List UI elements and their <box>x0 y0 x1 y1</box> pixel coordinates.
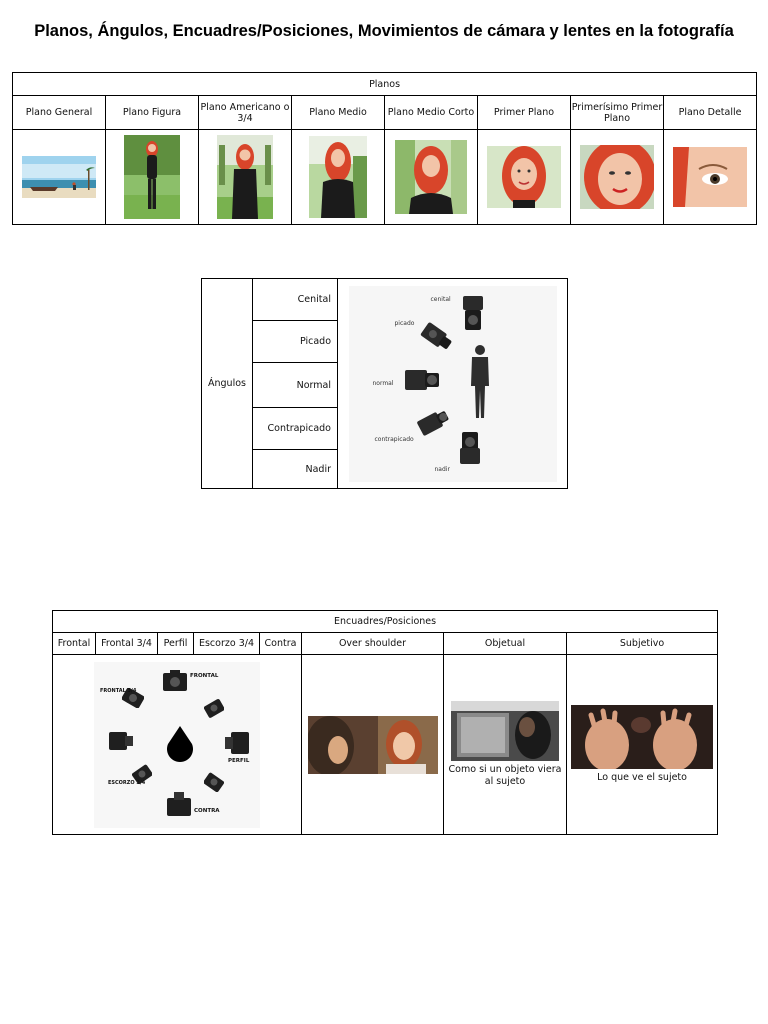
encuadre-escorzo-34: Escorzo 3/4 <box>194 633 260 655</box>
diagram-label-frontal: FRONTAL <box>190 672 219 679</box>
camera-icon-escorzo-34-right <box>204 698 224 718</box>
camera-icon-cenital <box>461 296 485 332</box>
planos-table <box>12 72 757 225</box>
planos-label-detalle: Plano Detalle <box>664 96 757 130</box>
encuadres-header: Encuadres/Posiciones <box>53 611 718 633</box>
planos-cell-primer <box>478 130 571 225</box>
encuadres-diagram-cell <box>53 655 302 835</box>
planos-header: Planos <box>13 73 757 96</box>
angulos-header: Ángulos <box>202 279 253 489</box>
camera-icon-normal <box>403 368 441 394</box>
plano-americano-photo <box>217 135 273 219</box>
encuadre-frontal: Frontal <box>53 633 96 655</box>
objetual-photo <box>451 701 559 761</box>
subject-drop-icon <box>166 726 194 762</box>
planos-label-medio-corto: Plano Medio Corto <box>385 96 478 130</box>
encuadres-diagram <box>94 662 260 828</box>
plano-medio-corto-photo <box>395 140 467 214</box>
encuadres-table <box>52 610 718 835</box>
diagram-label-frontal-34: FRONTAL 3/4 <box>100 687 137 694</box>
diagram-label-perfil: PERFIL <box>228 757 250 764</box>
angulos-diagram <box>349 286 557 482</box>
encuadre-perfil: Perfil <box>158 633 194 655</box>
planos-label-figura: Plano Figura <box>106 96 199 130</box>
diagram-label-escorzo-34: ESCORZO 3/4 <box>108 779 146 786</box>
planos-cell-medio <box>292 130 385 225</box>
diagram-label-picado: picado <box>394 319 415 327</box>
primerisimo-primer-plano-photo <box>580 145 654 209</box>
angulo-nadir: Nadir <box>253 450 338 489</box>
subjetivo-photo <box>571 705 713 769</box>
planos-label-primerisimo: Primerísimo Primer Plano <box>571 96 664 130</box>
camera-icon-picado <box>417 322 453 354</box>
angulo-picado: Picado <box>253 321 338 363</box>
camera-icon-perfil <box>224 730 250 756</box>
encuadres-cell-subjetivo <box>567 655 718 835</box>
encuadre-objetual: Objetual <box>444 633 567 655</box>
page-title: Planos, Ángulos, Encuadres/Posiciones, Movimientos de cámara y lentes en la fotografía <box>34 22 734 40</box>
diagram-label-normal: normal <box>372 379 394 387</box>
camera-icon-back-right <box>204 772 224 792</box>
camera-icon-nadir <box>458 432 484 468</box>
encuadres-cell-over-shoulder <box>302 655 444 835</box>
planos-cell-americano <box>199 130 292 225</box>
angulo-normal: Normal <box>253 363 338 408</box>
diagram-label-cenital: cenital <box>430 295 451 303</box>
diagram-label-contra: CONTRA <box>194 807 220 814</box>
planos-cell-general <box>13 130 106 225</box>
camera-icon-frontal <box>162 670 188 692</box>
angulos-table <box>201 278 568 489</box>
person-silhouette-icon <box>467 344 493 420</box>
planos-cell-primerisimo <box>571 130 664 225</box>
planos-label-medio: Plano Medio <box>292 96 385 130</box>
diagram-label-contrapicado: contrapicado <box>374 435 414 443</box>
planos-label-primer: Primer Plano <box>478 96 571 130</box>
planos-cell-detalle <box>664 130 757 225</box>
encuadre-frontal-34: Frontal 3/4 <box>96 633 158 655</box>
camera-icon-side-left <box>108 730 134 752</box>
angulo-contrapicado: Contrapicado <box>253 408 338 450</box>
planos-cell-figura <box>106 130 199 225</box>
planos-label-general: Plano General <box>13 96 106 130</box>
camera-icon-contra <box>166 792 192 818</box>
plano-detalle-photo <box>673 147 747 207</box>
angulos-diagram-cell <box>338 279 568 489</box>
angulo-cenital: Cenital <box>253 279 338 321</box>
diagram-label-nadir: nadir <box>434 465 450 473</box>
subjetivo-caption: Lo que ve el sujeto <box>597 772 687 783</box>
encuadre-subjetivo: Subjetivo <box>567 633 718 655</box>
encuadre-over-shoulder: Over shoulder <box>302 633 444 655</box>
planos-cell-medio-corto <box>385 130 478 225</box>
plano-figura-photo <box>124 135 180 219</box>
primer-plano-photo <box>487 146 561 208</box>
objetual-caption: Como si un objeto viera al sujeto <box>448 764 562 787</box>
plano-general-photo <box>22 156 96 198</box>
plano-medio-photo <box>309 136 367 218</box>
encuadres-cell-objetual <box>444 655 567 835</box>
over-shoulder-photo <box>308 716 438 774</box>
planos-label-americano: Plano Americano o 3/4 <box>199 96 292 130</box>
encuadre-contra: Contra <box>260 633 302 655</box>
camera-icon-contrapicado <box>415 408 453 438</box>
